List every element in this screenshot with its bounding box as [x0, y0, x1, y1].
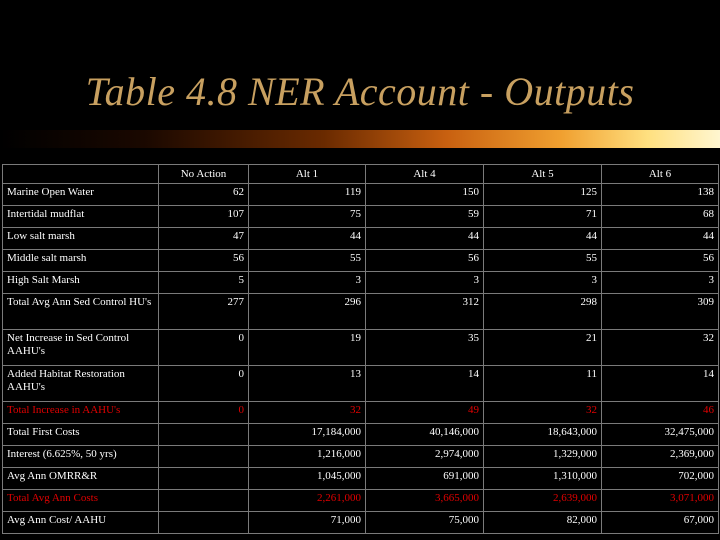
table-cell: 14: [366, 366, 484, 402]
table-cell: 13: [249, 366, 366, 402]
row-label: Marine Open Water: [3, 184, 159, 206]
table-cell: 32: [249, 402, 366, 424]
table-row: [3, 294, 719, 330]
column-header-no-action: No Action: [159, 165, 249, 184]
table-cell: 18,643,000: [484, 424, 602, 446]
column-header-alt-5: Alt 5: [484, 165, 602, 184]
table-cell: 62: [159, 184, 249, 206]
table-cell: 3,071,000: [602, 490, 719, 512]
table-row: [3, 184, 719, 206]
table-cell: [159, 468, 249, 490]
ner-outputs-table: [2, 164, 719, 534]
table-cell: 296: [249, 294, 366, 330]
table-row: [3, 468, 719, 490]
table-cell: 0: [159, 366, 249, 402]
table-row: [3, 446, 719, 468]
table-row: [3, 228, 719, 250]
table-cell: 150: [366, 184, 484, 206]
table-cell: 32: [484, 402, 602, 424]
table-cell: [159, 424, 249, 446]
table-row: [3, 366, 719, 402]
table-cell: 5: [159, 272, 249, 294]
table-cell: 55: [249, 250, 366, 272]
table-cell: 2,261,000: [249, 490, 366, 512]
row-label: Avg Ann OMRR&R: [3, 468, 159, 490]
row-label: High Salt Marsh: [3, 272, 159, 294]
table-cell: 35: [366, 330, 484, 366]
table-cell: [159, 490, 249, 512]
table-cell: 1,310,000: [484, 468, 602, 490]
table-cell: 46: [602, 402, 719, 424]
table-cell: 56: [366, 250, 484, 272]
table-cell: 0: [159, 402, 249, 424]
table-cell: 11: [484, 366, 602, 402]
table-row: [3, 330, 719, 366]
row-label: Net Increase in Sed Control AAHU's: [3, 330, 159, 366]
table-cell: 32,475,000: [602, 424, 719, 446]
table-cell: 3: [602, 272, 719, 294]
table-cell: 56: [602, 250, 719, 272]
table-cell: 19: [249, 330, 366, 366]
table-cell: 44: [366, 228, 484, 250]
row-label: Intertidal mudflat: [3, 206, 159, 228]
row-label: Interest (6.625%, 50 yrs): [3, 446, 159, 468]
table-cell: 40,146,000: [366, 424, 484, 446]
table-cell: 119: [249, 184, 366, 206]
table-cell: [159, 512, 249, 534]
table-cell: 702,000: [602, 468, 719, 490]
table-row: [3, 490, 719, 512]
row-label: Total First Costs: [3, 424, 159, 446]
table-cell: [159, 446, 249, 468]
table-row: [3, 272, 719, 294]
column-header-alt-1: Alt 1: [249, 165, 366, 184]
table-cell: 277: [159, 294, 249, 330]
table-cell: 67,000: [602, 512, 719, 534]
table-cell: 107: [159, 206, 249, 228]
table-row: [3, 206, 719, 228]
table-cell: 2,369,000: [602, 446, 719, 468]
table-cell: 82,000: [484, 512, 602, 534]
table-cell: 2,639,000: [484, 490, 602, 512]
row-label: Middle salt marsh: [3, 250, 159, 272]
table-cell: 44: [484, 228, 602, 250]
table-cell: 3: [484, 272, 602, 294]
row-label: Avg Ann Cost/ AAHU: [3, 512, 159, 534]
table-cell: 0: [159, 330, 249, 366]
table-cell: 3: [249, 272, 366, 294]
table-cell: 17,184,000: [249, 424, 366, 446]
table-cell: 68: [602, 206, 719, 228]
table-cell: 691,000: [366, 468, 484, 490]
title-gradient-bar: [0, 130, 720, 148]
table-cell: 75,000: [366, 512, 484, 534]
table-cell: 44: [249, 228, 366, 250]
table-cell: 3,665,000: [366, 490, 484, 512]
table-cell: 125: [484, 184, 602, 206]
table-row: [3, 512, 719, 534]
table-row: [3, 424, 719, 446]
table-row: [3, 250, 719, 272]
table-cell: 47: [159, 228, 249, 250]
table-cell: 55: [484, 250, 602, 272]
table-cell: 75: [249, 206, 366, 228]
row-label: Added Habitat Restoration AAHU's: [3, 366, 159, 402]
row-label: Total Avg Ann Costs: [3, 490, 159, 512]
table-cell: 59: [366, 206, 484, 228]
table-cell: 1,216,000: [249, 446, 366, 468]
table-cell: 309: [602, 294, 719, 330]
table-cell: 14: [602, 366, 719, 402]
table-cell: 1,329,000: [484, 446, 602, 468]
row-label: Low salt marsh: [3, 228, 159, 250]
table-cell: 71: [484, 206, 602, 228]
slide-title: Table 4.8 NER Account - Outputs: [85, 69, 635, 114]
table-cell: 312: [366, 294, 484, 330]
table-cell: 56: [159, 250, 249, 272]
table-cell: 138: [602, 184, 719, 206]
table-header-row: [3, 165, 719, 184]
table-cell: 32: [602, 330, 719, 366]
table-cell: 44: [602, 228, 719, 250]
column-header-alt-6: Alt 6: [602, 165, 719, 184]
table-row: [3, 402, 719, 424]
table-cell: 49: [366, 402, 484, 424]
column-header-alt-4: Alt 4: [366, 165, 484, 184]
row-label: Total Avg Ann Sed Control HU's: [3, 294, 159, 330]
column-header-blank: [3, 165, 159, 184]
table-cell: 3: [366, 272, 484, 294]
table-cell: 71,000: [249, 512, 366, 534]
table-cell: 2,974,000: [366, 446, 484, 468]
table-cell: 21: [484, 330, 602, 366]
table-cell: 1,045,000: [249, 468, 366, 490]
table-cell: 298: [484, 294, 602, 330]
row-label: Total Increase in AAHU's: [3, 402, 159, 424]
